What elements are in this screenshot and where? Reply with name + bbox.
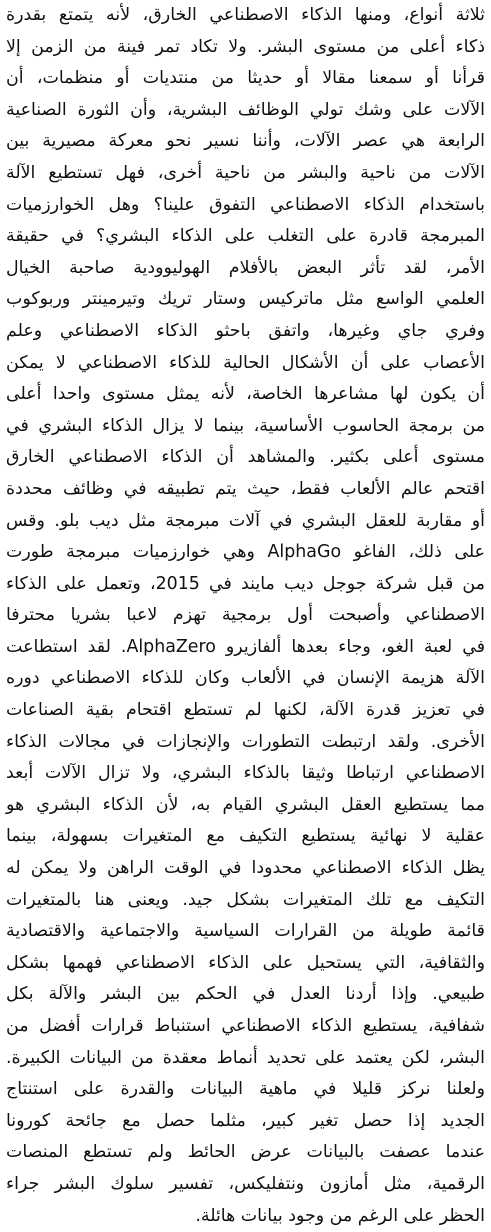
paragraph-line: الآلات من ناحية والبشر من ناحية أخرى، فهل تستطيع الآلة (6, 162, 485, 183)
paragraph-line: العلمي الواسع مثل ماتركيس وستار تريك وتيرمينتر وربوكوب (6, 289, 485, 310)
paragraph-line: قائمة طويلة من القرارات السياسية والاجتماعية والاقتصادية (6, 921, 485, 942)
paragraph-line: مما يستطيع العقل البشري القيام به، لأن الذكاء البشري هو (6, 794, 485, 815)
paragraph-line: الأخرى. ولقد ارتبطت التطورات والإنجازات في مجالات الذكاء (6, 731, 485, 752)
paragraph-line: في لعبة الغو، وجاء بعدها ألفازيرو AlphaZero. لقد استطاعت (6, 636, 486, 657)
paragraph-line: ثلاثة أنواع، ومنها الذكاء الاصطناعي الخارق، لأنه يتمتع بقدرة (6, 5, 485, 25)
paragraph-line: والثقافية، التي يستحيل على الذكاء الاصطناعي فهمها بشكل (6, 952, 485, 973)
paragraph-line: الرابعة هي عصر الآلات، وأننا نسير نحو معركة مصيرية بين (6, 131, 485, 152)
paragraph-line: من برمجة الحاسوب الأساسية، بينما لا يزال الذكاء البشري في (6, 415, 485, 436)
paragraph-line: ذكاء أعلى من مستوى البشر. ولا تكاد تمر فينة من الزمن إلا (6, 36, 485, 57)
paragraph-line: الآلة هزيمة الإنسان في الألعاب وكان للذكاء الاصطناعي دوره (6, 668, 485, 689)
paragraph-line: شفافية، يستطيع الذكاء الاصطناعي استنباط قرارات أفضل من (6, 1016, 485, 1036)
paragraph-line: البشر، لكن يعتمد على تحديد أنماط معقدة من البيانات الكبيرة. (6, 1047, 485, 1068)
paragraph-line: عندما عصفت بالبيانات عرض الحائط ولم تستطع المنصات (6, 1142, 485, 1163)
paragraph-line: الجديد إذا حصل تغير كبير، مثلما حصل مع جائحة كورونا (6, 1110, 485, 1131)
article-body (6, 0, 485, 1232)
paragraph-line: قرأنا أو سمعنا مقالا أو حديثا من منتديات أو منظمات، أن (6, 68, 485, 89)
paragraph-line: الحظر على الرغم من وجود بيانات هائلة. (195, 1205, 485, 1226)
paragraph-line: الاصطناعي وأصبحت أول برمجية تهزم لاعبا بشريا محترفا (6, 605, 485, 626)
paragraph-line: الأعصاب على أن الأشكال الحالية للذكاء الاصطناعي لا يمكن (6, 352, 485, 373)
paragraph-line: في تعزيز قدرة الآلة، لكنها لم تستطع اقتحام بقية الصناعات (6, 700, 485, 721)
paragraph-line: المبرمجة قادرة على التغلب على الذكاء البشري؟ في حقيقة (6, 226, 485, 247)
paragraph-line: التكيف مع تلك المتغيرات بشكل جيد. ويعنى هنا بالمتغيرات (6, 889, 485, 910)
paragraph-line: الأمر، لقد تأثر البعض بالأفلام الهوليوودية صاحبة الخيال (6, 257, 485, 278)
paragraph-line: باستخدام الذكاء الاصطناعي التفوق علينا؟ وهل الخوارزميات (6, 194, 485, 215)
paragraph-line: اقتحم عالم الألعاب فقط، حيث يتم تطبيقه في وظائف محددة (6, 478, 485, 499)
paragraph-line: يظل الذكاء الاصطناعي محدودا في الوقت الراهن ولا يمكن له (6, 858, 485, 879)
paragraph-line: مستوى أعلى بكثير. والمشاهد أن الذكاء الاصطناعي الخارق (6, 447, 485, 468)
paragraph-line: وفري جاي وغيرها، واتفق باحثو الذكاء الاصطناعي وعلم (6, 320, 485, 341)
paragraph-line: الاصطناعي ارتباطا وثيقا بالذكاء البشري، ولا تزال الآلات أبعد (6, 763, 485, 784)
paragraph-line: الرقمية، مثل أمازون ونتفليكس، تفسير سلوك البشر جراء (6, 1173, 485, 1194)
paragraph-line: أو مقاربة للعقل البشري في آلات مبرمجة مثل ديب بلو. وقس (6, 510, 485, 531)
paragraph-line: الآلات على وشك تولي الوظائف البشرية، وأن الثورة الصناعية (6, 99, 485, 120)
paragraph-line: من قبل شركة جوجل ديب مايند في 2015، وتعمل على الذكاء (6, 573, 485, 594)
paragraph-line: عقلية لا نهائية يستطيع التكيف مع المتغيرات بسهولة، بينما (6, 826, 485, 847)
paragraph-line: على ذلك، الفاغو AlphaGo وهي خوارزميات مبرمجة طورت (6, 542, 485, 563)
paragraph-line: أن يكون لها مشاعرها الخاصة، لأنه يمثل مستوى واحدا أعلى (6, 384, 485, 405)
paragraph-line: طبيعي. وإذا أردنا العدل في الحكم بين البشر والآلة بكل (6, 984, 485, 1005)
paragraph-line: ولعلنا نركز قليلا في ماهية البيانات والقدرة على استنتاج (6, 1079, 485, 1100)
